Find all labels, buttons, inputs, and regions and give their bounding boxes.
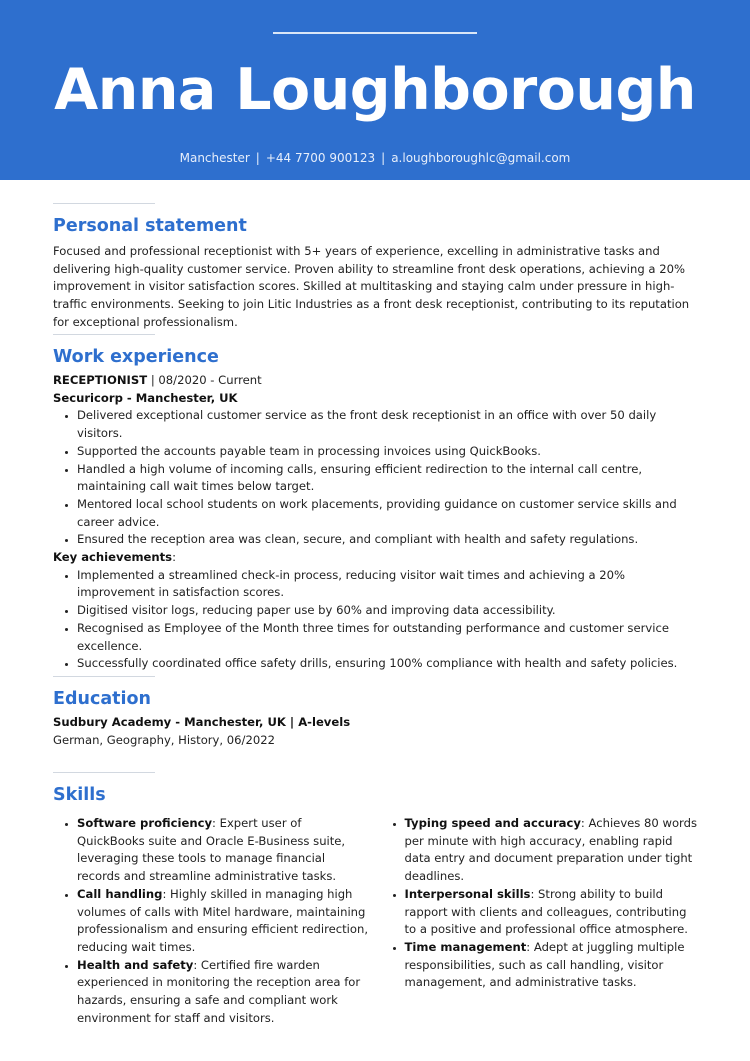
section-title-work-experience: Work experience [53,347,219,367]
education-details: German, Geography, History, 06/2022 [53,732,275,747]
contact-city: Manchester [179,151,250,165]
list-item: • Supported the accounts payable team in processing invoices using QuickBooks. [77,443,698,461]
list-item: • Handled a high volume of incoming calls, ensuring efficient redirection to the internal call centre, maintaining call wait times below target. [77,461,698,496]
skill-item [77,957,371,1028]
skills-section [53,772,698,1027]
section-divider [53,334,155,335]
employer-name: Securicorp - Manchester, UK [53,390,238,405]
section-title-skills: Skills [53,785,106,805]
skill-text: : Expert user of QuickBooks suite and Oracle E-Business suite, leveraging these tools to manage financial records and streamline administrative tasks. [77,816,346,884]
job-dates: | 08/2020 - Current [147,373,262,387]
personal-statement-section [53,203,698,332]
section-divider [53,676,155,677]
skills-columns [53,815,698,1027]
achievements-list [53,567,698,673]
skill-label: Time management [404,939,527,954]
header-banner [0,0,750,180]
skill-text: : Strong ability to build rapport with clients and colleagues, contributing to a positive and professional office atmosphere. [404,886,688,937]
job-role: RECEPTIONIST [53,373,148,387]
skill-item [405,939,699,992]
separator: | [381,151,386,165]
skill-item [405,815,699,886]
skill-text: : Highly skilled in managing high volumes of calls with Mitel hardware, maintaining professionalism and ensuring efficient redirection, reducing wait times. [77,886,369,954]
skill-label: Typing speed and accuracy [404,816,581,830]
list-item: • Recognised as Employee of the Month three times for outstanding performance and customer service excellence. [77,620,698,655]
job-title-line [53,372,698,390]
header-divider [273,32,477,34]
skill-item [405,886,699,939]
skills-list-right [381,815,699,1027]
skill-label: Software proficiency [77,816,213,830]
skill-item [77,815,371,886]
contact-line [0,151,750,165]
personal-statement-text: Focused and professional receptionist with 5+ years of experience, excelling in administrative tasks and delivering high-quality customer service. Proven ability to streamline front desk operations, achieving a 20% improvement in visitor satisfaction scores. Skilled at multitasking and staying calm under pressure in high-traffic environments. Seeking to join Litic Industries as a front desk receptionist, contributing to its reputation for exceptional professionalism. [53,244,690,329]
work-experience-section [53,334,698,673]
achievements-colon: : [172,550,176,565]
list-item: • Delivered exceptional customer service as the front desk receptionist in an office with over 50 daily visitors. [77,407,698,442]
education-school [53,714,698,732]
section-divider [53,772,155,773]
achievements-label: Key achievements [53,550,173,565]
skills-list-left [53,815,371,1027]
separator: | [255,151,260,165]
achievements-heading [53,549,698,567]
list-item: • Ensured the reception area was clean, secure, and compliant with health and safety regulations. [77,531,698,549]
list-item: • Implemented a streamlined check-in process, reducing visitor wait times and achieving a 20% improvement in satisfaction scores. [77,567,698,602]
school-name: Sudbury Academy - Manchester, UK | A-levels [53,715,351,729]
employer [53,390,698,408]
skill-text: : Certified fire warden experienced in monitoring the reception area for hazards, ensuring a safe and compliant work environment for staff and visitors. [77,957,361,1025]
section-title-education: Education [53,689,151,709]
skill-label: Health and safety [77,957,194,972]
list-item: • Successfully coordinated office safety drills, ensuring 100% compliance with health and safety policies. [77,655,698,673]
list-item: • Digitised visitor logs, reducing paper use by 60% and improving data accessibility. [77,602,698,620]
candidate-name: Anna Loughborough [54,57,696,123]
skill-label: Call handling [77,886,163,901]
skill-item [77,886,371,957]
skill-text: : Adept at juggling multiple responsibilities, such as call handling, visitor management, and administrative tasks. [404,939,685,990]
section-divider [53,203,155,204]
contact-email[interactable]: a.loughboroughlc@gmail.com [391,151,571,165]
section-title-personal-statement: Personal statement [53,216,247,236]
skill-text: : Achieves 80 words per minute with high accuracy, enabling rapid data entry and document preparation under tight deadlines. [404,816,698,884]
education-section [53,676,698,749]
skill-label: Interpersonal skills [404,886,531,901]
list-item: • Mentored local school students on work placements, providing guidance on customer service skills and career advice. [77,496,698,531]
contact-phone: +44 7700 900123 [265,151,376,165]
duties-list [53,407,698,549]
